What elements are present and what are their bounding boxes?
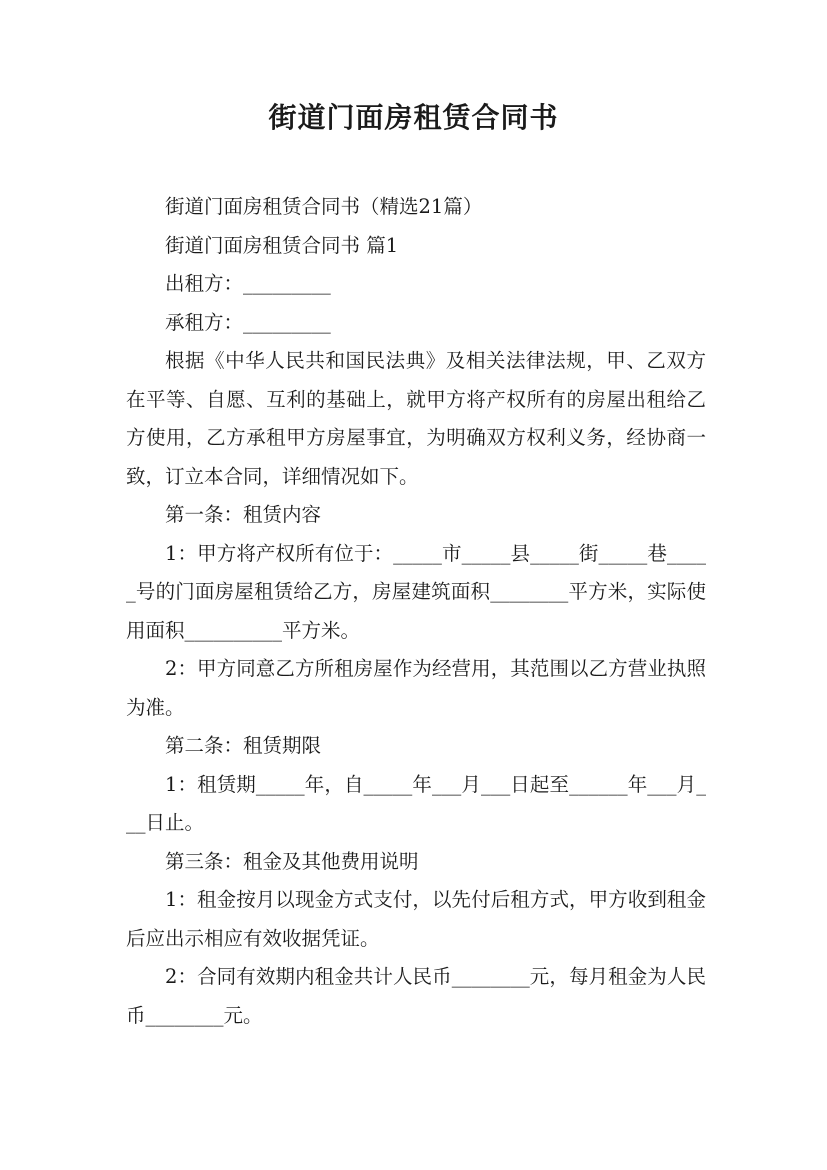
article-3-clause-1: 1：租金按月以现金方式支付，以先付后租方式，甲方收到租金后应出示相应有效收据凭证。 — [126, 888, 706, 950]
lessee-line: 承租方：_________ — [165, 310, 331, 334]
article-3-clause-2: 2：合同有效期内租金共计人民币________元，每月租金为人民币________元。 — [126, 965, 706, 1027]
article-1-clause-1: 1：甲方将产权所有位于：_____市_____县_____街_____巷_____号的门面房屋租赁给乙方，房屋建筑面积________平方米，实际使用面积__________平方米。 — [126, 541, 706, 642]
article-3-heading: 第三条：租金及其他费用说明 — [165, 849, 419, 873]
collection-subtitle: 街道门面房租赁合同书（精选21篇） — [165, 195, 483, 218]
article-1-heading: 第一条：租赁内容 — [165, 503, 322, 526]
article-2-clause-1: 1：租赁期_____年，自_____年___月___日起至______年___月___日止。 — [126, 772, 706, 834]
article-2-heading: 第二条：租赁期限 — [165, 734, 322, 757]
section-heading-1: 街道门面房租赁合同书 篇1 — [165, 233, 399, 257]
preamble-paragraph: 根据《中华人民共和国民法典》及相关法律法规，甲、乙双方在平等、自愿、互利的基础上，就甲方将产权所有的房屋出租给乙方使用，乙方承租甲方房屋事宜，为明确双方权利义务，经协商一致，订立本合同，详细情况如下。 — [126, 349, 706, 488]
lessor-line: 出租方：_________ — [165, 272, 331, 295]
article-1-clause-2: 2：甲方同意乙方所租房屋作为经营用，其范围以乙方营业执照为准。 — [126, 657, 706, 719]
document-title: 街道门面房租赁合同书 — [268, 101, 559, 134]
document-body — [126, 188, 706, 1035]
